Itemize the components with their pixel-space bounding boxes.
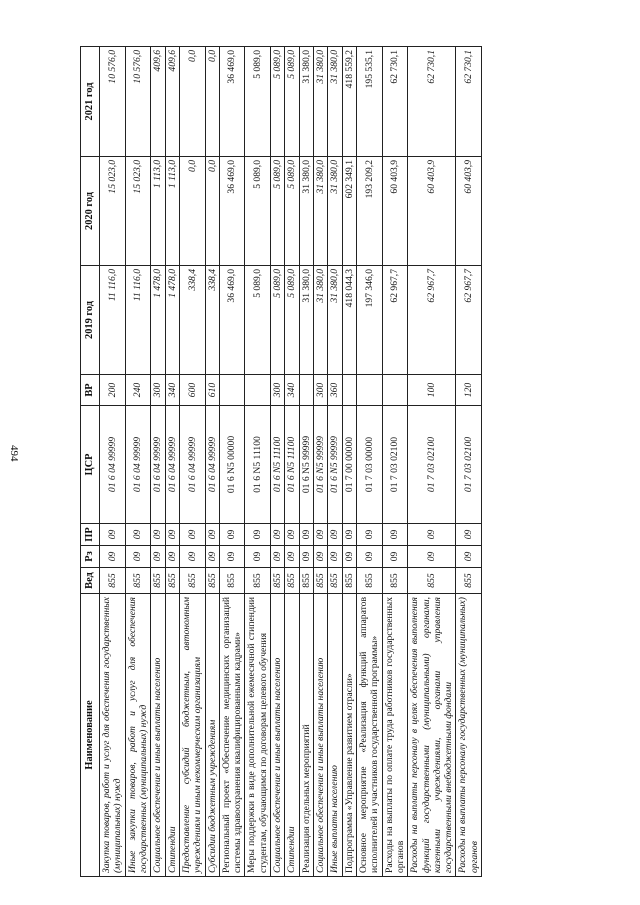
cell-y2019: 197 346,0	[356, 266, 382, 375]
cell-name: Стипендии	[285, 594, 299, 877]
cell-csr: 01 7 03 02100	[382, 406, 408, 524]
cell-ved: 855	[125, 568, 151, 594]
cell-y2020: 60 403,9	[456, 157, 482, 266]
cell-rz: 09	[205, 546, 219, 568]
cell-rz: 09	[328, 546, 342, 568]
cell-name: Иные закупки товаров, работ и услуг для обеспечения государственных (муниципальных) нужд	[125, 594, 151, 877]
cell-y2020: 31 380,0	[328, 157, 342, 266]
cell-vr: 240	[125, 375, 151, 406]
cell-y2019: 11 116,0	[125, 266, 151, 375]
cell-ved: 855	[382, 568, 408, 594]
cell-y2020: 60 403,9	[382, 157, 408, 266]
cell-rz: 09	[314, 546, 328, 568]
cell-csr: 01 6 N5 11100	[245, 406, 271, 524]
table-row	[100, 47, 126, 877]
cell-pr: 09	[314, 524, 328, 546]
cell-pr: 09	[456, 524, 482, 546]
cell-y2021: 31 380,0	[299, 47, 313, 157]
cell-y2021: 418 559,2	[342, 47, 356, 157]
cell-ved: 855	[328, 568, 342, 594]
cell-pr: 09	[342, 524, 356, 546]
table-row	[179, 47, 205, 877]
cell-y2021: 409,6	[151, 47, 165, 157]
cell-name: Стипендии	[165, 594, 179, 877]
table-body	[100, 47, 482, 877]
cell-rz: 09	[151, 546, 165, 568]
cell-vr: 120	[456, 375, 482, 406]
table-row	[205, 47, 219, 877]
cell-name: Основное мероприятие «Реализация функций аппаратов исполнителей и участников государственной программы»	[356, 594, 382, 877]
cell-pr: 09	[245, 524, 271, 546]
cell-rz: 09	[342, 546, 356, 568]
cell-csr: 01 6 N5 11100	[271, 406, 285, 524]
cell-name: Расходы на выплаты по оплате труда работников государственных органов	[382, 594, 408, 877]
cell-y2020: 15 023,0	[100, 157, 126, 266]
cell-y2020: 0,0	[205, 157, 219, 266]
table-row	[382, 47, 408, 877]
cell-rz: 09	[408, 546, 456, 568]
cell-ved: 855	[151, 568, 165, 594]
cell-csr: 01 7 03 00000	[356, 406, 382, 524]
header-name: Наименование	[81, 594, 100, 877]
cell-y2019: 5 089,0	[285, 266, 299, 375]
cell-vr	[299, 375, 313, 406]
cell-csr: 01 6 04 99999	[179, 406, 205, 524]
cell-y2019: 418 044,3	[342, 266, 356, 375]
cell-vr	[342, 375, 356, 406]
cell-pr: 09	[285, 524, 299, 546]
cell-rz: 09	[356, 546, 382, 568]
cell-vr	[245, 375, 271, 406]
cell-y2020: 60 403,9	[408, 157, 456, 266]
cell-csr: 01 6 N5 11100	[285, 406, 299, 524]
cell-name: Региональный проект «Обеспечение медицинских организаций системы здравоохранения квалифицированными кадрами»	[219, 594, 245, 877]
budget-table	[80, 46, 482, 877]
header-rz: Рз	[81, 546, 100, 568]
cell-y2021: 62 730,1	[382, 47, 408, 157]
cell-y2019: 31 380,0	[299, 266, 313, 375]
cell-y2020: 15 023,0	[125, 157, 151, 266]
cell-pr: 09	[271, 524, 285, 546]
table-row	[328, 47, 342, 877]
table-row	[151, 47, 165, 877]
cell-y2019: 5 089,0	[271, 266, 285, 375]
cell-ved: 855	[285, 568, 299, 594]
cell-vr	[356, 375, 382, 406]
cell-pr: 09	[219, 524, 245, 546]
cell-pr: 09	[165, 524, 179, 546]
cell-vr: 300	[271, 375, 285, 406]
cell-name: Закупка товаров, работ и услуг для обеспечения государственных (муниципальных) нужд	[100, 594, 126, 877]
cell-name: Социальное обеспечение и иные выплаты населению	[151, 594, 165, 877]
cell-y2021: 409,6	[165, 47, 179, 157]
header-pr: ПР	[81, 524, 100, 546]
table-row	[271, 47, 285, 877]
cell-vr: 340	[285, 375, 299, 406]
cell-rz: 09	[299, 546, 313, 568]
cell-rz: 09	[165, 546, 179, 568]
cell-name: Субсидии бюджетным учреждениям	[205, 594, 219, 877]
cell-vr: 300	[314, 375, 328, 406]
cell-pr: 09	[151, 524, 165, 546]
table-row	[219, 47, 245, 877]
cell-name: Подпрограмма «Управление развитием отрасли»	[342, 594, 356, 877]
cell-rz: 09	[285, 546, 299, 568]
cell-y2020: 0,0	[179, 157, 205, 266]
cell-y2021: 36 469,0	[219, 47, 245, 157]
cell-name: Предоставление субсидий бюджетным, автономным учреждениям и иным некоммерческим организациям	[179, 594, 205, 877]
cell-name: Иные выплаты населению	[328, 594, 342, 877]
cell-y2021: 10 576,0	[125, 47, 151, 157]
cell-y2021: 31 380,0	[328, 47, 342, 157]
cell-pr: 09	[205, 524, 219, 546]
cell-y2021: 31 380,0	[314, 47, 328, 157]
cell-y2021: 5 089,0	[271, 47, 285, 157]
cell-vr: 340	[165, 375, 179, 406]
cell-y2021: 10 576,0	[100, 47, 126, 157]
cell-vr	[219, 375, 245, 406]
cell-vr: 600	[179, 375, 205, 406]
cell-ved: 855	[100, 568, 126, 594]
cell-vr: 610	[205, 375, 219, 406]
cell-y2020: 5 089,0	[285, 157, 299, 266]
cell-csr: 01 6 04 99999	[151, 406, 165, 524]
cell-y2020: 5 089,0	[271, 157, 285, 266]
cell-y2020: 31 380,0	[314, 157, 328, 266]
cell-rz: 09	[219, 546, 245, 568]
cell-pr: 09	[125, 524, 151, 546]
cell-csr: 01 6 04 99999	[205, 406, 219, 524]
cell-y2021: 195 535,1	[356, 47, 382, 157]
cell-name: Расходы на выплаты персоналу государственных (муниципальных) органов	[456, 594, 482, 877]
cell-pr: 09	[299, 524, 313, 546]
cell-y2019: 1 478,0	[151, 266, 165, 375]
cell-y2020: 1 113,0	[165, 157, 179, 266]
cell-csr: 01 6 N5 00000	[219, 406, 245, 524]
cell-csr: 01 6 N5 99999	[314, 406, 328, 524]
cell-ved: 855	[299, 568, 313, 594]
cell-y2020: 1 113,0	[151, 157, 165, 266]
cell-name: Расходы на выплаты персоналу в целях обеспечения выполнения функций государственными (муниципальными) органами, казенными учреждениями, органами управления государственными внебюджетными фондами	[408, 594, 456, 877]
table-row	[165, 47, 179, 877]
header-y2019: 2019 год	[81, 266, 100, 375]
rotated-page-content	[80, 22, 640, 877]
cell-y2019: 11 116,0	[100, 266, 126, 375]
page-number: 494	[8, 445, 20, 462]
cell-rz: 09	[125, 546, 151, 568]
cell-rz: 09	[179, 546, 205, 568]
table-header-row	[81, 47, 100, 877]
cell-name: Социальное обеспечение и иные выплаты населению	[314, 594, 328, 877]
cell-rz: 09	[456, 546, 482, 568]
cell-y2019: 36 469,0	[219, 266, 245, 375]
cell-rz: 09	[271, 546, 285, 568]
cell-csr: 01 7 00 00000	[342, 406, 356, 524]
cell-y2020: 5 089,0	[245, 157, 271, 266]
cell-y2021: 62 730,1	[408, 47, 456, 157]
cell-ved: 855	[179, 568, 205, 594]
table-row	[408, 47, 456, 877]
cell-y2021: 0,0	[179, 47, 205, 157]
table-row	[285, 47, 299, 877]
cell-ved: 855	[219, 568, 245, 594]
cell-csr: 01 6 N5 99999	[299, 406, 313, 524]
cell-name: Социальное обеспечение и иные выплаты населению	[271, 594, 285, 877]
header-ved: Вед	[81, 568, 100, 594]
cell-ved: 855	[342, 568, 356, 594]
cell-y2019: 5 089,0	[245, 266, 271, 375]
cell-y2019: 62 967,7	[382, 266, 408, 375]
header-y2021: 2021 год	[81, 47, 100, 157]
cell-y2019: 338,4	[179, 266, 205, 375]
cell-ved: 855	[456, 568, 482, 594]
cell-y2020: 193 209,2	[356, 157, 382, 266]
cell-y2021: 62 730,1	[456, 47, 482, 157]
cell-ved: 855	[245, 568, 271, 594]
cell-csr: 01 7 03 02100	[456, 406, 482, 524]
cell-y2021: 0,0	[205, 47, 219, 157]
cell-ved: 855	[165, 568, 179, 594]
cell-pr: 09	[382, 524, 408, 546]
cell-rz: 09	[100, 546, 126, 568]
cell-vr: 360	[328, 375, 342, 406]
cell-y2019: 31 380,0	[314, 266, 328, 375]
cell-y2019: 62 967,7	[456, 266, 482, 375]
cell-ved: 855	[356, 568, 382, 594]
cell-y2019: 1 478,0	[165, 266, 179, 375]
table-row	[299, 47, 313, 877]
cell-pr: 09	[328, 524, 342, 546]
table-row	[125, 47, 151, 877]
cell-y2019: 31 380,0	[328, 266, 342, 375]
cell-y2020: 602 349,1	[342, 157, 356, 266]
cell-csr: 01 6 04 99999	[165, 406, 179, 524]
cell-y2020: 36 469,0	[219, 157, 245, 266]
cell-pr: 09	[408, 524, 456, 546]
cell-name: Реализация отдельных мероприятий	[299, 594, 313, 877]
cell-y2020: 31 380,0	[299, 157, 313, 266]
cell-pr: 09	[179, 524, 205, 546]
table-row	[356, 47, 382, 877]
cell-csr: 01 7 03 02100	[408, 406, 456, 524]
cell-ved: 855	[205, 568, 219, 594]
cell-ved: 855	[271, 568, 285, 594]
cell-ved: 855	[408, 568, 456, 594]
cell-vr	[382, 375, 408, 406]
cell-csr: 01 6 04 99999	[100, 406, 126, 524]
cell-rz: 09	[245, 546, 271, 568]
cell-name: Меры поддержки в виде дополнительной ежемесячной стипендии студентам, обучающимся по договорам целевого обучения	[245, 594, 271, 877]
cell-vr: 300	[151, 375, 165, 406]
cell-vr: 100	[408, 375, 456, 406]
header-y2020: 2020 год	[81, 157, 100, 266]
table-row	[342, 47, 356, 877]
table-row	[245, 47, 271, 877]
cell-csr: 01 6 04 99999	[125, 406, 151, 524]
cell-y2019: 338,4	[205, 266, 219, 375]
cell-y2021: 5 089,0	[285, 47, 299, 157]
header-csr: ЦСР	[81, 406, 100, 524]
table-row	[456, 47, 482, 877]
cell-y2021: 5 089,0	[245, 47, 271, 157]
header-vr: ВР	[81, 375, 100, 406]
cell-rz: 09	[382, 546, 408, 568]
cell-pr: 09	[100, 524, 126, 546]
table-row	[314, 47, 328, 877]
cell-pr: 09	[356, 524, 382, 546]
cell-ved: 855	[314, 568, 328, 594]
cell-y2019: 62 967,7	[408, 266, 456, 375]
cell-vr: 200	[100, 375, 126, 406]
cell-csr: 01 6 N5 99999	[328, 406, 342, 524]
